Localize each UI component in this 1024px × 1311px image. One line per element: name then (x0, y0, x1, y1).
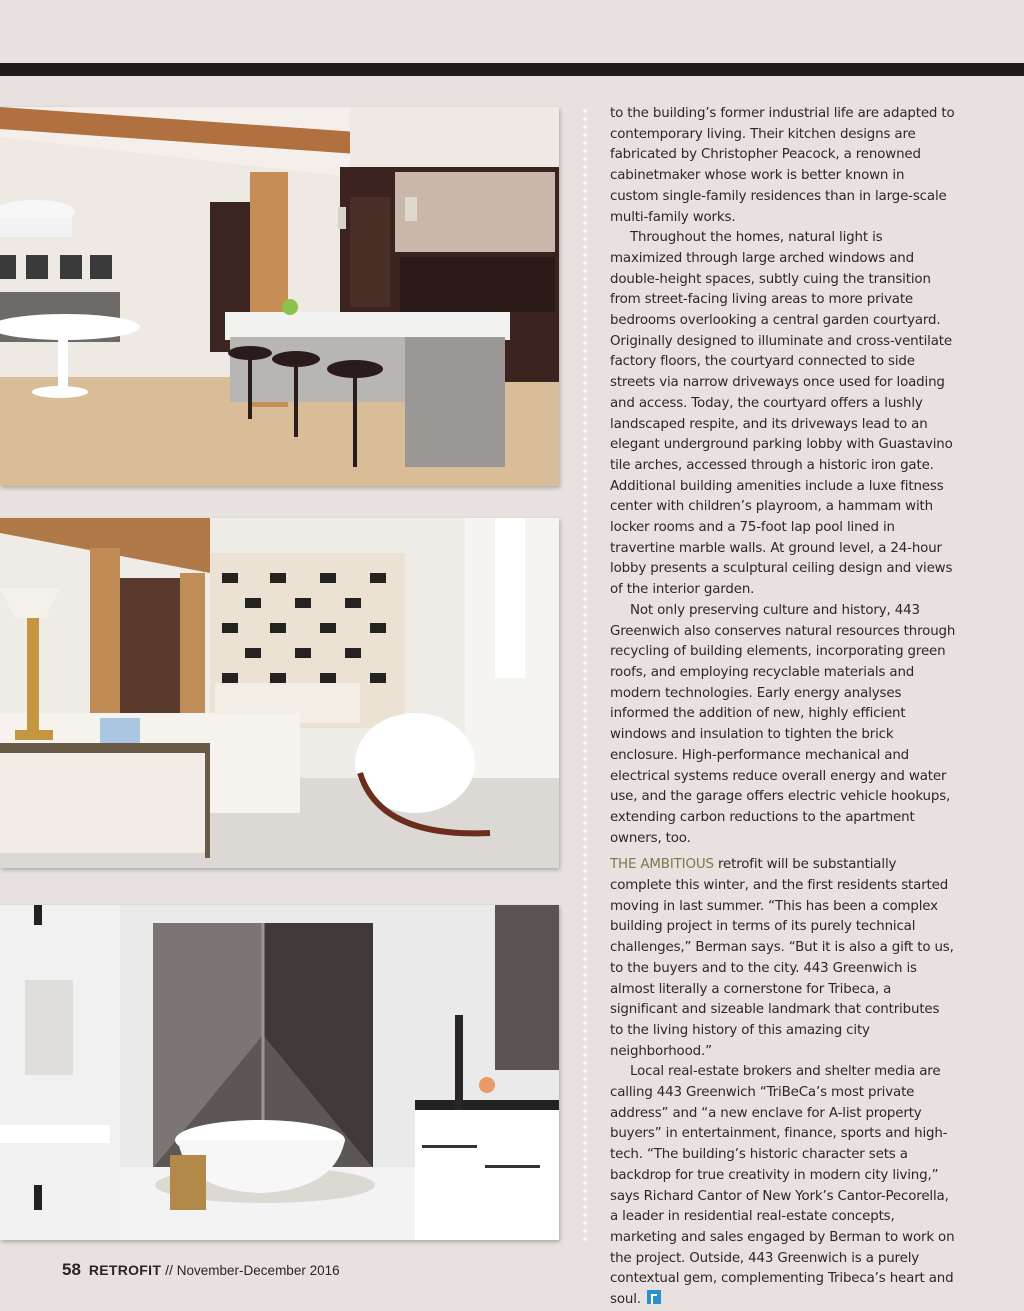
bathroom-photo (0, 905, 559, 1240)
article-paragraph: to the building’s former industrial life are adapted to contemporary living. Their kitchen designs are fabricated by Christopher Peacock, a renowned cabinetmaker whose work is better known in custom single-family residences than in large-scale multi-family works. (610, 106, 955, 225)
page-number: 58 (62, 1260, 81, 1279)
footer-separator: // (161, 1262, 177, 1278)
section-lead-in: THE AMBITIOUS (610, 857, 714, 873)
top-rule (0, 63, 1024, 76)
column-divider-dots (582, 107, 588, 1245)
article-paragraph (610, 1062, 956, 1310)
paragraph-body: Local real-estate brokers and shelter media are calling 443 Greenwich “TriBeCa’s most private address” and “a new enclave for A-list property buyers” in entertainment, finance, sports and high-tech. “The building’s historic character sets a backdrop for true creativity in modern city living,” says Richard Cantor of New York’s Cantor-Pecorella, a leader in residential real-estate concepts, marketing and sales engaged by Berman to work on the project. Outside, 443 Greenwich is a purely contextual gem, complementing Tribeca’s heart and soul. (610, 1064, 955, 1308)
page-footer (62, 1260, 340, 1280)
article-paragraph (610, 855, 956, 1062)
article-paragraph: Not only preserving culture and history, 443 Greenwich also conserves natural resources through recycling of building elements, incorporating green roofs, and employing recyclable materials and modern technologies. Early energy analyses informed the addition of new, highly efficient windows and insulation to tighten the brick enclosure. High-performance mechanical and electrical systems reduce overall energy and water use, and the garage offers electric vehicle hookups, extending carbon reductions to the apartment owners, too. (610, 602, 956, 846)
article-paragraph: Throughout the homes, natural light is maximized through large arched windows and double-height spaces, subtly cuing the transition from street-facing living areas to more private bedrooms overlooking a central garden courtyard. Originally designed to illuminate and cross-ventilate factory floors, the courtyard connected to side streets via narrow driveways once used for loading and access. Today, the courtyard offers a lushly landscaped respite, and its driveways lead to an elegant underground parking lobby with Guastavino tile arches, accessed through a historic iron gate. Additional building amenities include a luxe fitness center with children’s playroom, a hammam with locker rooms and a 75-foot lap pool lined in travertine marble walls. At ground level, a 24-hour lobby presents a sculptural ceiling design and views of the interior garden. (610, 230, 953, 598)
kitchen-photo (0, 107, 559, 486)
living-room-photo (0, 518, 559, 868)
article-text-column (610, 104, 956, 1311)
issue-date: November-December 2016 (176, 1263, 340, 1278)
magazine-name: RETROFIT (88, 1262, 162, 1278)
retrofit-logo-icon (647, 1290, 661, 1304)
paragraph-body: retrofit will be substantially complete this winter, and the first residents started moving in last summer. “This has been a complex building project in terms of its purely technical challenges,” Berman says. “But it is also a gift to us, to the buyers and to the city. 443 Greenwich is almost literally a cornerstone for Tribeca, a significant and sizeable landmark that contributes to the living history of this amazing city neighborhood.” (610, 857, 954, 1059)
